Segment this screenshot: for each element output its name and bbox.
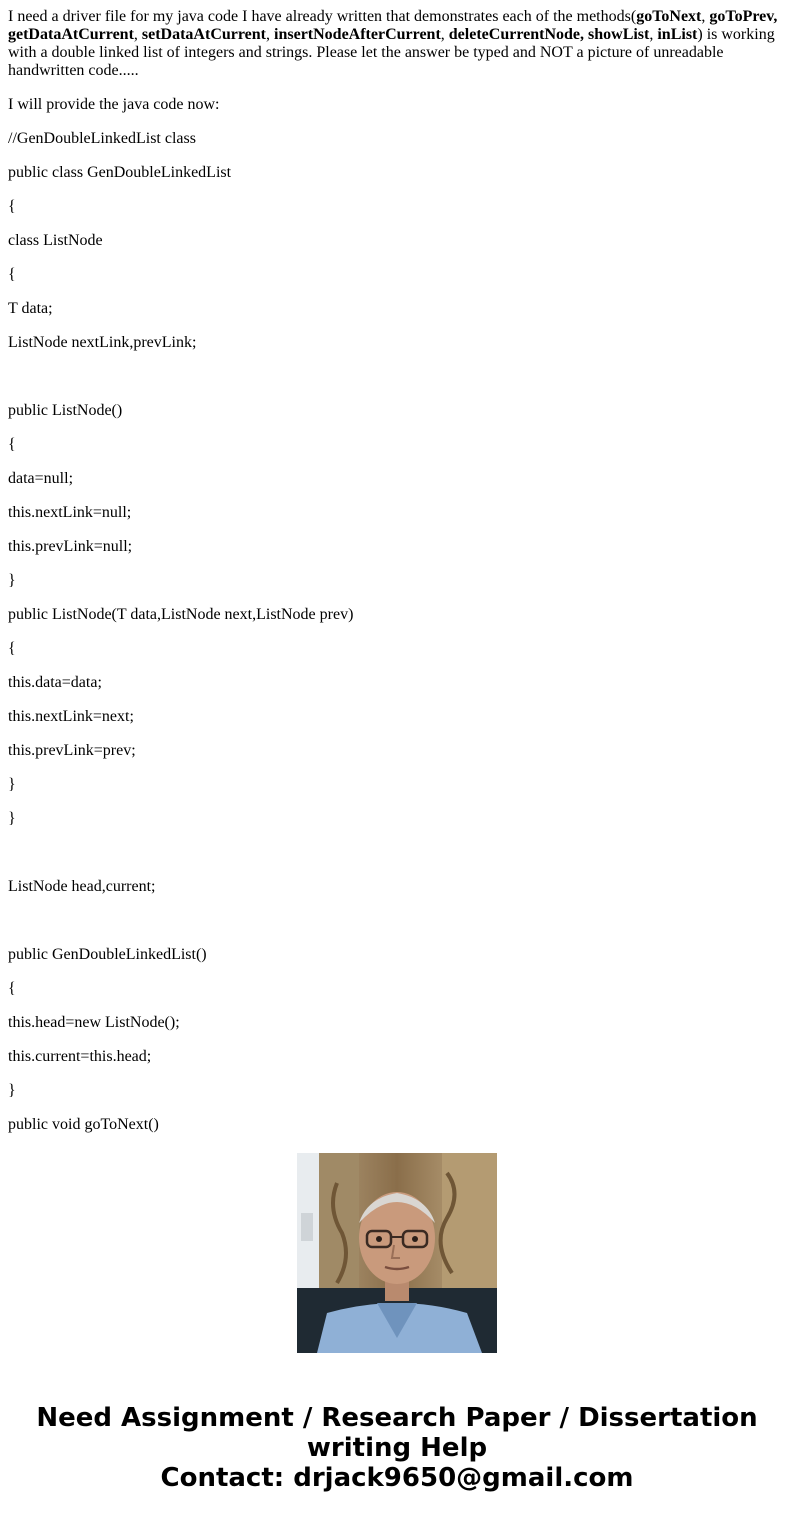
separator: , — [649, 26, 658, 43]
promo-line: Need Assignment / Research Paper / Dissertation — [36, 1403, 758, 1433]
code-block — [8, 130, 786, 1134]
author-photo — [297, 1153, 497, 1353]
code-line: ListNode nextLink,prevLink; — [8, 334, 197, 351]
code-line: public void goToNext() — [8, 1116, 159, 1133]
code-line: } — [8, 810, 16, 827]
code-line — [8, 844, 786, 862]
code-line: public ListNode() — [8, 402, 123, 419]
code-line: this.current=this.head; — [8, 1048, 152, 1065]
code-line: { — [8, 198, 16, 215]
code-line: { — [8, 640, 16, 657]
code-line — [8, 368, 786, 386]
method-name: goToPrev, getDataAtCurrent — [8, 8, 778, 43]
promo-banner — [0, 1403, 794, 1493]
code-line: this.nextLink=next; — [8, 708, 134, 725]
method-name: goToNext — [636, 8, 702, 25]
code-line: this.data=data; — [8, 674, 102, 691]
code-line: public ListNode(T data,ListNode next,ListNode prev) — [8, 606, 354, 623]
code-line: public GenDoubleLinkedList() — [8, 946, 207, 963]
code-line: this.prevLink=null; — [8, 538, 133, 555]
avatar — [297, 1153, 497, 1353]
method-name: insertNodeAfterCurrent — [274, 26, 441, 43]
code-line: { — [8, 436, 16, 453]
intro-text: ) is working with a double linked list of integers and strings. Please let the answer be typed and NOT a picture of unreadable handwritten code..... — [8, 26, 775, 79]
separator: , — [440, 26, 449, 43]
code-line: this.prevLink=prev; — [8, 742, 136, 759]
code-line: class ListNode — [8, 232, 103, 249]
code-line: data=null; — [8, 470, 74, 487]
code-line: ListNode head,current; — [8, 878, 156, 895]
code-line: } — [8, 572, 16, 589]
promo-line: writing Help — [306, 1433, 488, 1463]
code-line: } — [8, 776, 16, 793]
code-line — [8, 912, 786, 930]
separator: , — [701, 8, 710, 25]
method-name: setDataAtCurrent — [141, 26, 267, 43]
code-line: //GenDoubleLinkedList class — [8, 130, 196, 147]
code-line: { — [8, 266, 16, 283]
code-line: } — [8, 1082, 16, 1099]
method-name: inList — [657, 26, 698, 43]
provide-code-text: I will provide the java code now: — [8, 96, 220, 113]
code-line: public class GenDoubleLinkedList — [8, 164, 232, 181]
separator: , — [266, 26, 275, 43]
contact-line: Contact: drjack9650@gmail.com — [160, 1463, 634, 1493]
code-line: { — [8, 980, 16, 997]
method-name: deleteCurrentNode, showList — [448, 26, 650, 43]
code-line: this.head=new ListNode(); — [8, 1014, 180, 1031]
separator: , — [133, 26, 142, 43]
code-line: T data; — [8, 300, 53, 317]
question-text — [8, 8, 786, 1133]
intro-text: I need a driver file for my java code I have already written that demonstrates each of the methods( — [8, 8, 637, 25]
code-line: this.nextLink=null; — [8, 504, 132, 521]
question-intro — [8, 8, 786, 80]
